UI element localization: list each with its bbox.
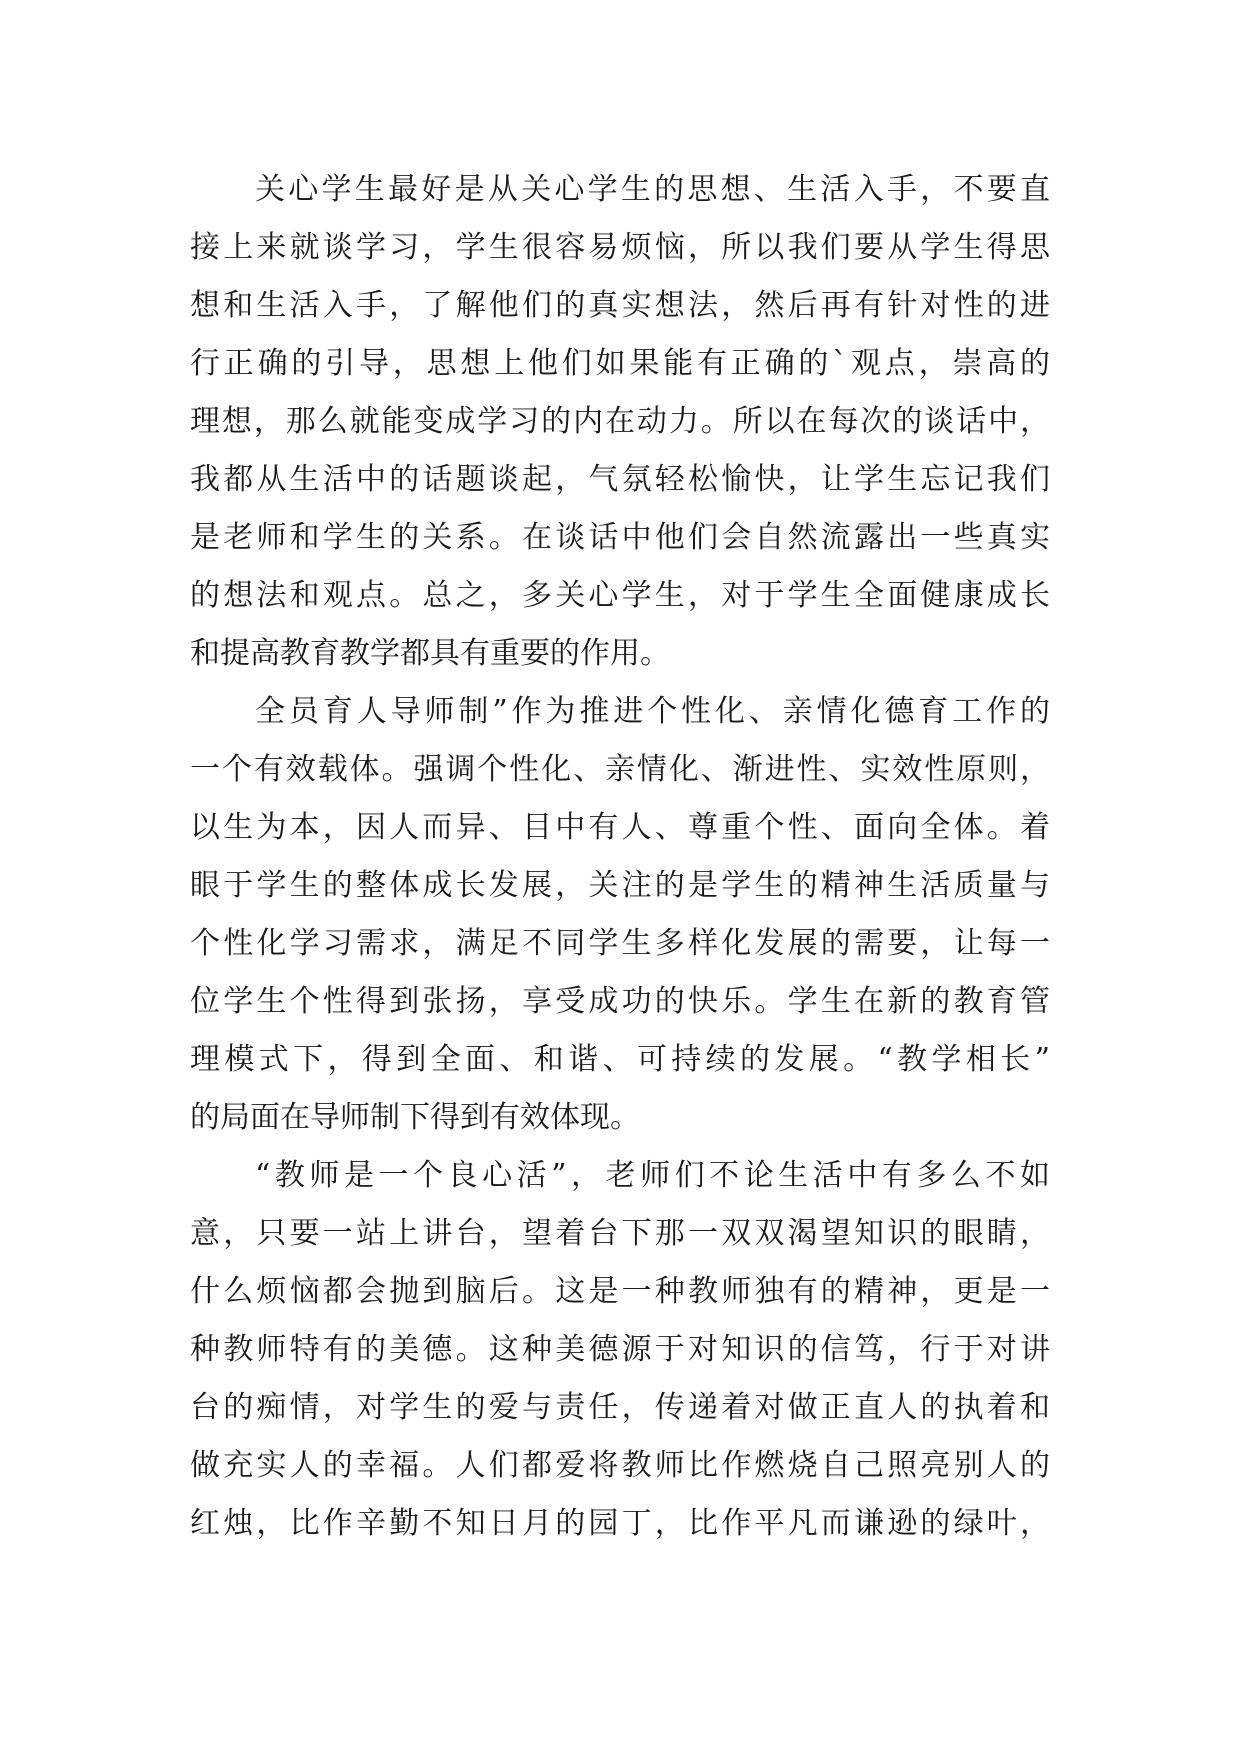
text-line: 接上来就谈学习，学生很容易烦恼，所以我们要从学生得思 (190, 230, 1050, 265)
paragraph-2 (190, 683, 1050, 1147)
text-line: 我都从生活中的话题谈起，气氛轻松愉快，让学生忘记我们 (190, 462, 1050, 497)
text-line: 个性化学习需求，满足不同学生多样化发展的需要，让每一 (190, 926, 1050, 961)
text-line: 以生为本，因人而异、目中有人、尊重个性、面向全体。着 (190, 810, 1050, 845)
text-line: 什么烦恼都会抛到脑后。这是一种教师独有的精神，更是一 (190, 1274, 1050, 1309)
text-line: 和提高教育教学都具有重要的作用。 (190, 636, 670, 671)
text-line: 位学生个性得到张扬，享受成功的快乐。学生在新的教育管 (190, 984, 1050, 1019)
text-line: 想和生活入手，了解他们的真实想法，然后再有针对性的进 (190, 288, 1050, 323)
text-line: 关心学生最好是从关心学生的思想、生活入手，不要直 (255, 172, 1050, 207)
text-line: 眼于学生的整体成长发展，关注的是学生的精神生活质量与 (190, 868, 1050, 903)
paragraph-3 (190, 1147, 1050, 1553)
text-line: 是老师和学生的关系。在谈话中他们会自然流露出一些真实 (190, 520, 1050, 555)
text-line: 的想法和观点。总之，多关心学生，对于学生全面健康成长 (190, 578, 1050, 613)
text-line: 红烛，比作辛勤不知日月的园丁，比作平凡而谦逊的绿叶， (190, 1506, 1050, 1541)
text-line: 理想，那么就能变成学习的内在动力。所以在每次的谈话中， (190, 404, 1050, 439)
text-line: 种教师特有的美德。这种美德源于对知识的信笃，行于对讲 (190, 1332, 1050, 1367)
text-line: 意，只要一站上讲台，望着台下那一双双渴望知识的眼睛， (190, 1216, 1050, 1251)
text-line: 全员育人导师制”作为推进个性化、亲情化德育工作的 (255, 694, 1050, 729)
text-line: 做充实人的幸福。人们都爱将教师比作燃烧自己照亮别人的 (190, 1448, 1050, 1483)
text-line: 理模式下，得到全面、和谐、可持续的发展。“教学相长” (190, 1042, 1050, 1077)
text-line: 行正确的引导，思想上他们如果能有正确的`观点，崇高的 (190, 346, 1050, 381)
text-line: 一个有效载体。强调个性化、亲情化、渐进性、实效性原则， (190, 752, 1050, 787)
body-text (190, 161, 1050, 1553)
text-line: “教师是一个良心活”，老师们不论生活中有多么不如 (255, 1158, 1050, 1193)
paragraph-1 (190, 161, 1050, 683)
text-line: 台的痴情，对学生的爱与责任，传递着对做正直人的执着和 (190, 1390, 1050, 1425)
text-line: 的局面在导师制下得到有效体现。 (190, 1100, 640, 1135)
